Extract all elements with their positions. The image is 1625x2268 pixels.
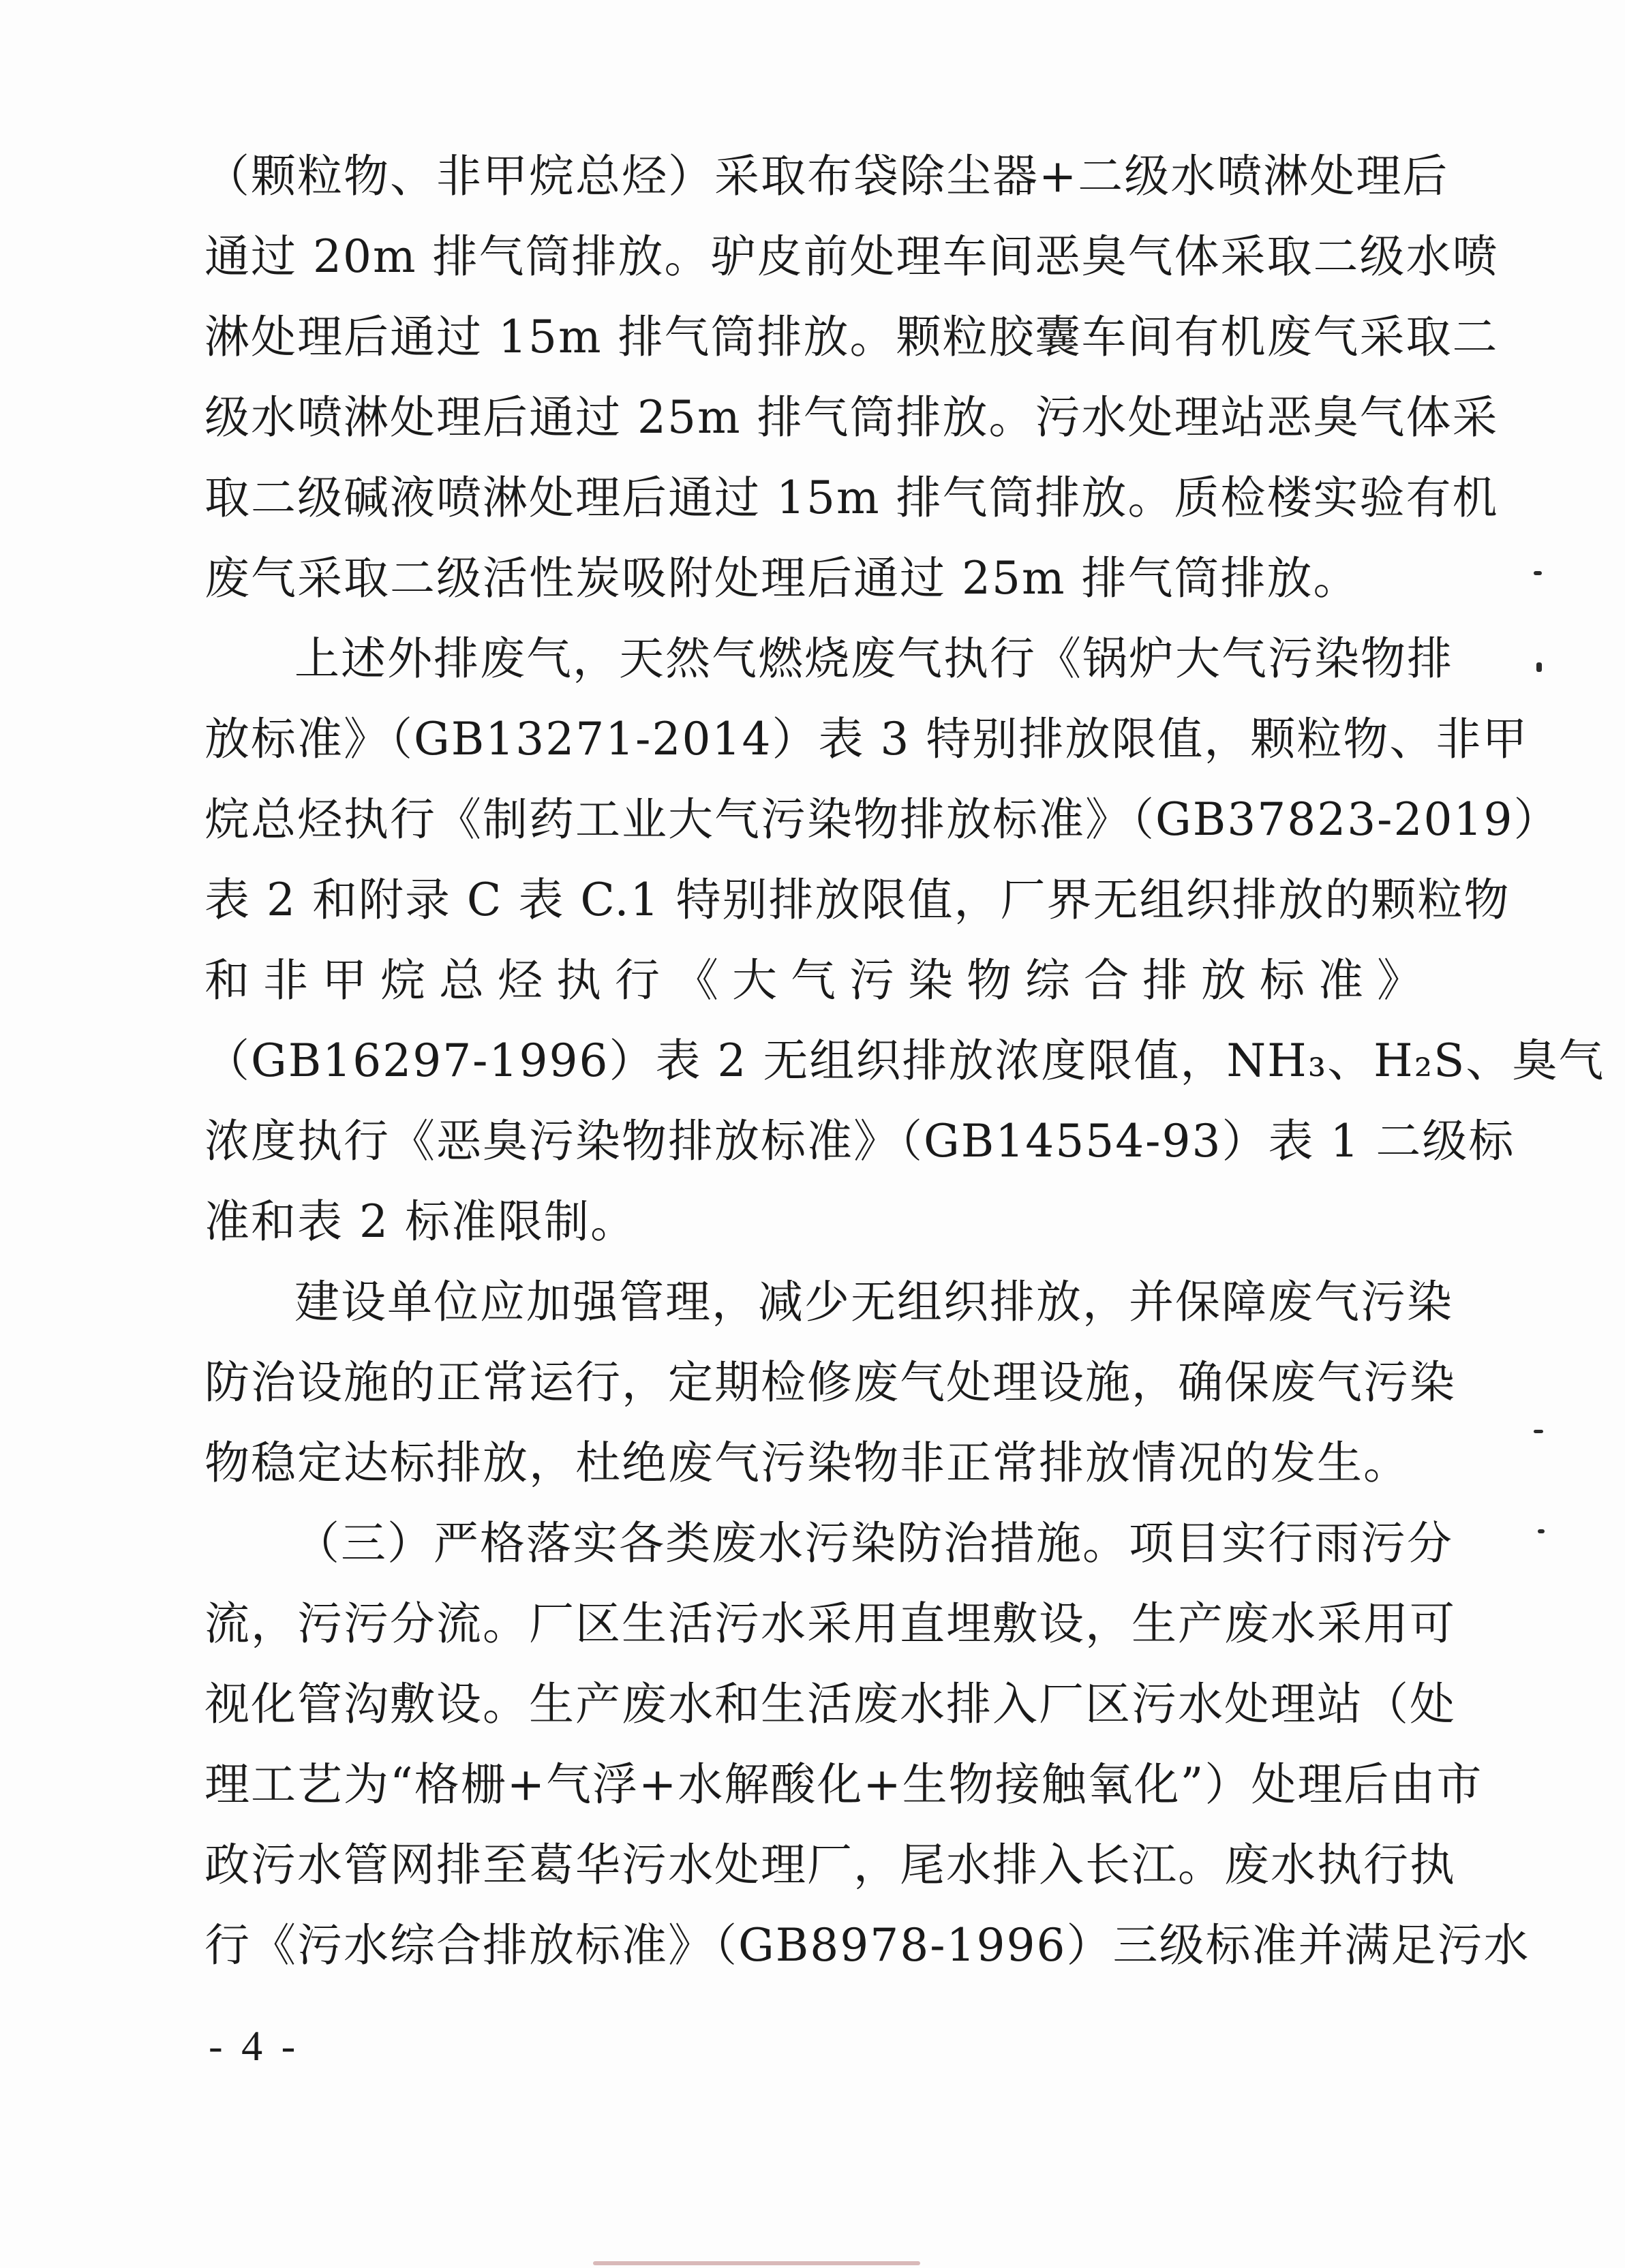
text-line: 政污水管网排至葛华污水处理厂，尾水排入长江。废水执行执: [204, 1839, 1456, 1891]
text-line: 取二级碱液喷淋处理后通过 15m 排气筒排放。质检楼实验有机: [204, 472, 1499, 524]
paragraph-start-line: 上述外排废气，天然气燃烧废气执行《锅炉大气污染物排: [294, 632, 1453, 685]
page-number: - 4 -: [209, 2023, 300, 2070]
paragraph-start-line: （三）严格落实各类废水污染防治措施。项目实行雨污分: [294, 1517, 1453, 1569]
text-line: 级水喷淋处理后通过 25m 排气筒排放。污水处理站恶臭气体采: [204, 391, 1499, 444]
paragraph-start-line: 建设单位应加强管理，减少无组织排放，并保障废气污染: [294, 1276, 1453, 1328]
text-line: 浓度执行《恶臭污染物排放标准》（GB14554-93）表 1 二级标: [204, 1115, 1515, 1167]
text-line: 放标准》（GB13271-2014）表 3 特别排放限值，颗粒物、非甲: [204, 713, 1529, 765]
scan-artifact-mark: [1534, 1430, 1543, 1433]
text-line: 理工艺为“格栅+气浮+水解酸化+生物接触氧化”）处理后由市: [204, 1758, 1483, 1811]
text-line: 视化管沟敷设。生产废水和生活废水排入厂区污水处理站（处: [204, 1678, 1456, 1730]
scan-artifact-mark: [1536, 662, 1542, 672]
text-line: 行《污水综合排放标准》（GB8978-1996）三级标准并满足污水: [204, 1919, 1530, 1972]
scan-artifact-mark: [1538, 1529, 1545, 1533]
scan-artifact-mark: [1534, 571, 1542, 575]
text-line: 物稳定达标排放，杜绝废气污染物非正常排放情况的发生。: [204, 1437, 1410, 1489]
text-line: （颗粒物、非甲烷总烃）采取布袋除尘器+二级水喷淋处理后: [204, 150, 1449, 202]
text-line: 烷总烃执行《制药工业大气污染物排放标准》（GB37823-2019）: [204, 793, 1560, 846]
text-line: （GB16297-1996）表 2 无组织排放浓度限值，NH₃、H₂S、臭气: [204, 1035, 1605, 1087]
text-line: 淋处理后通过 15m 排气筒排放。颗粒胶囊车间有机废气采取二: [204, 311, 1499, 363]
text-line: 和非甲烷总烃执行《大气污染物综合排放标准》: [204, 954, 1436, 1007]
text-line: 表 2 和附录 C 表 C.1 特别排放限值，厂界无组织排放的颗粒物: [204, 874, 1510, 926]
text-line: 通过 20m 排气筒排放。驴皮前处理车间恶臭气体采取二级水喷: [204, 230, 1499, 283]
text-line: 准和表 2 标准限制。: [204, 1195, 637, 1248]
scan-edge-artifact: [593, 2261, 920, 2265]
text-line: 防治设施的正常运行，定期检修废气处理设施，确保废气污染: [204, 1356, 1456, 1409]
text-line: 流，污污分流。厂区生活污水采用直埋敷设，生产废水采用可: [204, 1597, 1456, 1650]
text-line: 废气采取二级活性炭吸附处理后通过 25m 排气筒排放。: [204, 552, 1360, 604]
